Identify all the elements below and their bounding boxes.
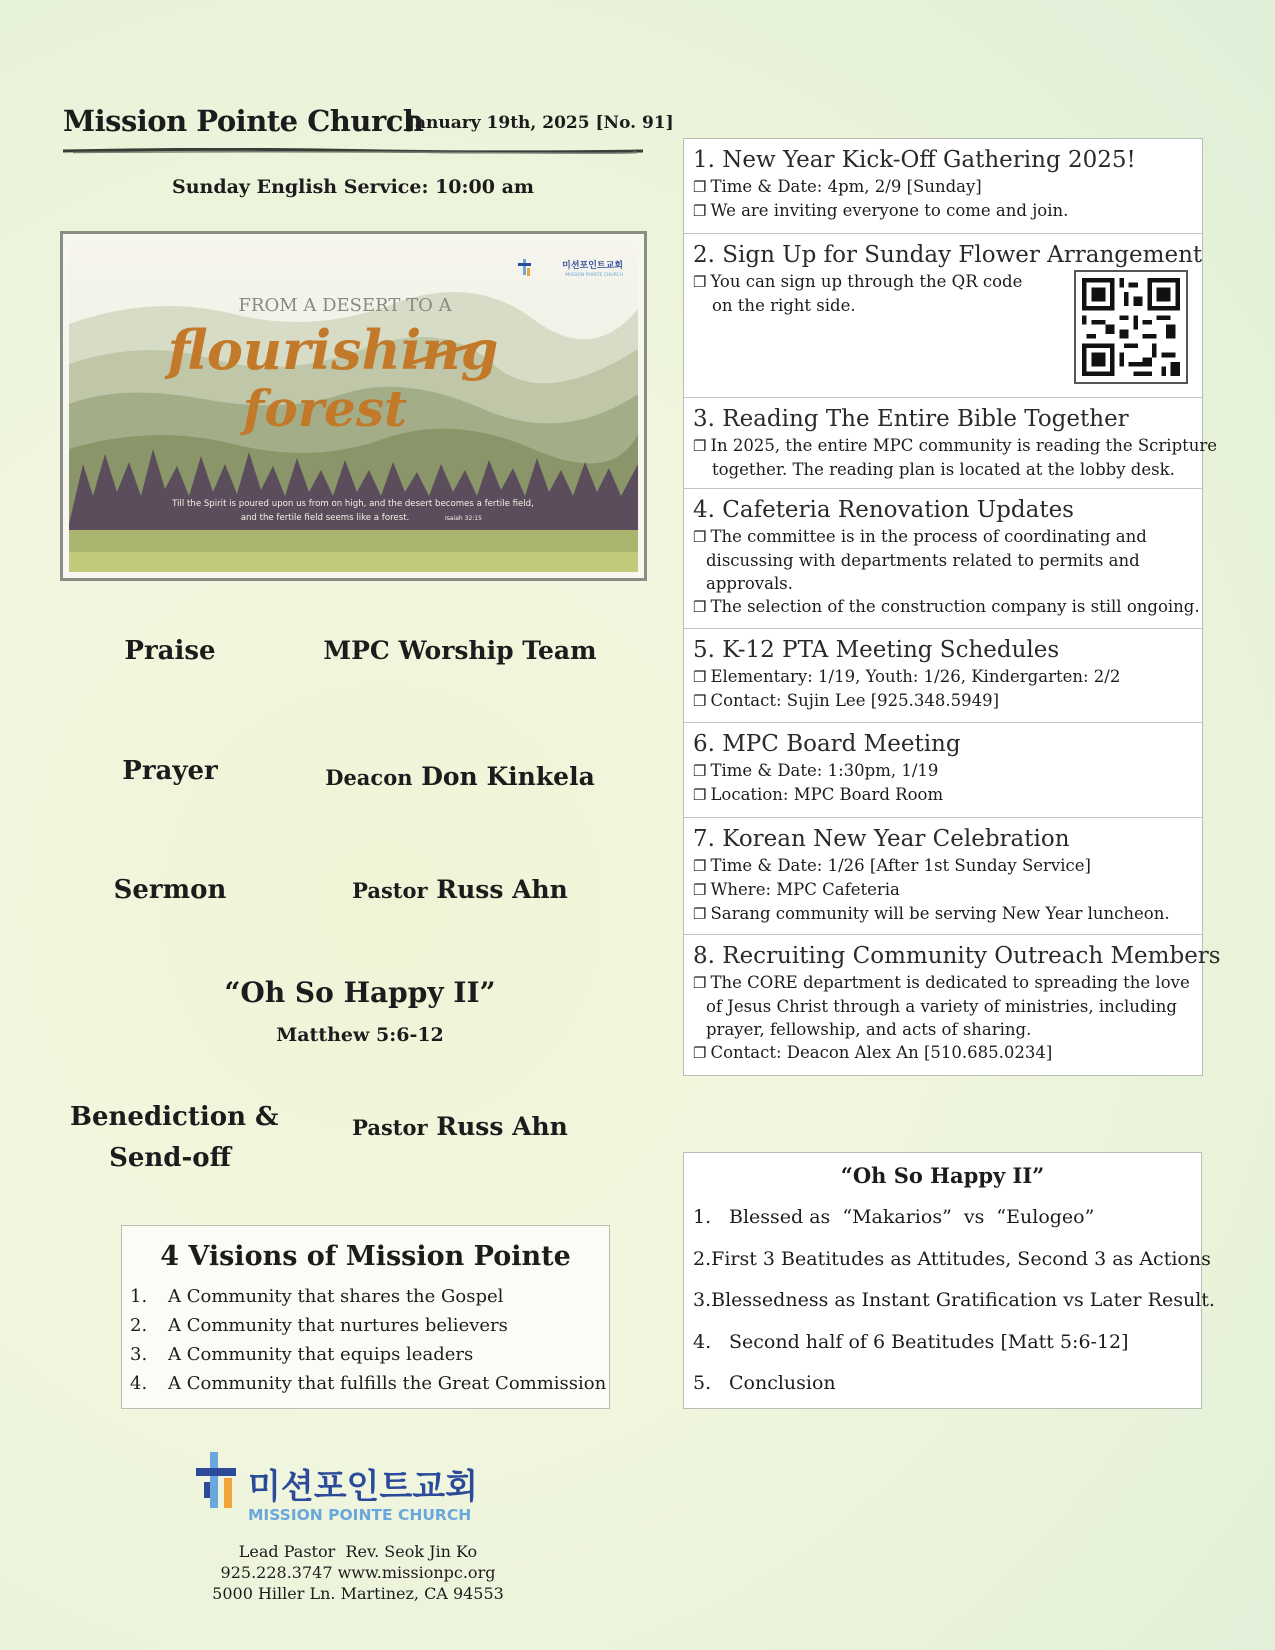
list-item (693, 1372, 1201, 1414)
list-item-text: Second half of 6 Beatitudes [Matt 5:6-12] (729, 1330, 1129, 1353)
announcement-text: prayer, fellowship, and acts of sharing. (706, 1020, 1032, 1039)
checkbox-icon: ❐ (693, 692, 707, 710)
announcement-item (684, 398, 1218, 489)
announcement-text: together. The reading plan is located at the lobby desk. (712, 460, 1175, 479)
checkbox-icon: ❐ (693, 974, 707, 992)
announcement-title: 8. Recruiting Community Outreach Members (693, 943, 1221, 969)
person-prayer-title: Deacon (325, 765, 413, 790)
announcement-line (693, 458, 1192, 481)
announcement-line (693, 759, 1192, 783)
logo-cross-icon (196, 1452, 236, 1508)
announcement-line (693, 971, 1192, 995)
announcement-text: Sarang community will be serving New Year luncheon. (710, 904, 1170, 923)
list-item-text: A Community that shares the Gospel (168, 1286, 504, 1307)
announcement-item (684, 818, 1202, 935)
person-sermon-title: Pastor (352, 878, 428, 903)
announcement-text: Time & Date: 4pm, 2/9 [Sunday] (710, 177, 982, 196)
announcements-box (683, 138, 1221, 1076)
person-sermon-name: Russ Ahn (436, 875, 568, 904)
issue-date: January 19th, 2025 [No. 91] (407, 113, 674, 133)
announcement-item (684, 234, 1202, 398)
checkbox-icon: ❐ (693, 178, 707, 196)
list-item-number: 4. (130, 1373, 148, 1394)
role-sermon: Sermon (113, 875, 227, 905)
person-prayer-name: Don Kinkela (421, 762, 595, 791)
announcement-line (693, 1018, 1192, 1041)
role-benediction-line-1: Benediction & (70, 1102, 279, 1132)
checkbox-icon: ❐ (693, 273, 707, 291)
list-item-text: A Community that nurtures believers (168, 1315, 508, 1336)
announcement-line (693, 902, 1192, 926)
announcement-line (693, 665, 1192, 689)
person-benediction-title: Pastor (352, 1115, 428, 1140)
sermon-scripture: Matthew 5:6-12 (276, 1024, 444, 1046)
announcement-line (693, 854, 1192, 878)
announcement-title: 1. New Year Kick-Off Gathering 2025! (693, 147, 1136, 173)
list-item (130, 1373, 609, 1402)
announcement-line (693, 783, 1192, 807)
announcement-text: The selection of the construction company is still ongoing. (710, 597, 1200, 616)
announcement-text: The committee is in the process of coordinating and (710, 527, 1147, 546)
logo-english-text: MISSION POINTE CHURCH (248, 1506, 472, 1524)
list-item-number: 5. (693, 1372, 712, 1394)
list-item (693, 1331, 1201, 1373)
footer-pastor: Lead Pastor Rev. Seok Jin Ko (238, 1542, 478, 1561)
list-item-text: First 3 Beatitudes as Attitudes, Second 3 as Actions (711, 1247, 1211, 1270)
list-item-text: Blessed as “Makarios” vs “Eulogeo” (729, 1206, 1095, 1228)
announcement-text: Time & Date: 1:30pm, 1/19 (710, 761, 939, 780)
logo-korean-text: 미션포인트교회 (248, 1467, 478, 1507)
announcement-line (693, 525, 1192, 549)
footer-address: 5000 Hiller Ln. Martinez, CA 94553 (212, 1584, 504, 1603)
hero-script-1: flourishing (167, 318, 499, 382)
person-praise: MPC Worship Team (323, 636, 597, 665)
list-item-number: 1. (693, 1206, 712, 1228)
announcement-item (684, 139, 1202, 234)
checkbox-icon: ❐ (693, 202, 707, 220)
announcement-line (693, 878, 1192, 902)
announcement-line (693, 595, 1200, 619)
list-item-text: Blessedness as Instant Gratification vs Later Result. (711, 1289, 1215, 1311)
announcement-text: Elementary: 1/19, Youth: 1/26, Kindergarten: 2/2 (710, 667, 1121, 686)
hero-verse-ref: Isaiah 32:15 (445, 515, 482, 522)
announcement-title: 7. Korean New Year Celebration (693, 826, 1070, 852)
checkbox-icon: ❐ (693, 786, 707, 804)
announcement-item (684, 629, 1202, 723)
hero-verse-line-1: Till the Spirit is poured upon us from on high, and the desert becomes a fertile field, (172, 499, 534, 509)
hero-verse-line-2: and the fertile field seems like a forest. (240, 513, 410, 523)
announcement-text: The CORE department is dedicated to spreading the love (710, 973, 1190, 992)
checkbox-icon: ❐ (693, 1044, 707, 1062)
list-item-number: 3. (130, 1344, 148, 1365)
checkbox-icon: ❐ (693, 598, 707, 616)
announcement-text: on the right side. (712, 296, 856, 315)
role-benediction (70, 1097, 279, 1179)
announcement-text: You can sign up through the QR code (710, 272, 1023, 291)
visions-list (130, 1286, 609, 1402)
announcement-text: We are inviting everyone to come and join. (710, 201, 1069, 220)
list-item (693, 1247, 1211, 1290)
qr-code-icon[interactable] (1074, 270, 1188, 384)
list-item-text: Conclusion (729, 1372, 836, 1394)
announcement-title: 5. K-12 PTA Meeting Schedules (693, 637, 1060, 663)
list-item-text: A Community that fulfills the Great Commission (168, 1373, 607, 1394)
visions-title: 4 Visions of Mission Pointe (160, 1241, 571, 1272)
hero-headline-top: FROM A DESERT TO A (238, 295, 452, 316)
list-item-number: 4. (693, 1330, 712, 1353)
church-logo (196, 1450, 496, 1530)
announcement-text: Contact: Deacon Alex An [510.685.0234] (710, 1043, 1053, 1062)
role-benediction-line-2: Send-off (109, 1143, 231, 1173)
announcement-line (693, 175, 1192, 199)
announcement-line (693, 199, 1192, 223)
list-item-number: 2. (130, 1315, 148, 1336)
person-sermon (300, 875, 620, 904)
list-item (693, 1289, 1215, 1331)
announcement-line (693, 434, 1218, 458)
checkbox-icon: ❐ (693, 437, 707, 455)
person-prayer (300, 762, 620, 791)
announcement-title: 3. Reading The Entire Bible Together (693, 406, 1129, 432)
service-time: Sunday English Service: 10:00 am (171, 176, 535, 198)
announcement-text: Time & Date: 1/26 [After 1st Sunday Service] (710, 856, 1091, 875)
announcement-line (693, 995, 1192, 1018)
checkbox-icon: ❐ (693, 762, 707, 780)
list-item (693, 1206, 1201, 1248)
role-prayer: Prayer (122, 756, 218, 786)
announcement-text: Location: MPC Board Room (710, 785, 944, 804)
announcement-line (693, 549, 1192, 572)
announcement-text: In 2025, the entire MPC community is reading the Scripture (710, 436, 1218, 455)
list-item (130, 1315, 609, 1344)
role-praise: Praise (124, 636, 216, 666)
visions-box (121, 1225, 610, 1409)
announcement-title: 4. Cafeteria Renovation Updates (693, 497, 1074, 523)
outline-title: “Oh So Happy II” (840, 1163, 1045, 1188)
list-item (130, 1344, 609, 1373)
checkbox-icon: ❐ (693, 668, 707, 686)
checkbox-icon: ❐ (693, 905, 707, 923)
sermon-series-banner (60, 231, 647, 581)
list-item-number: 1. (130, 1286, 148, 1307)
person-benediction-name: Russ Ahn (436, 1112, 568, 1141)
announcement-item (684, 935, 1221, 1075)
hero-logo-sub: MISSION POINTE CHURCH (565, 273, 623, 278)
person-benediction (300, 1112, 620, 1141)
announcement-item (684, 489, 1202, 629)
list-item-text: A Community that equips leaders (168, 1344, 474, 1365)
announcement-title: 6. MPC Board Meeting (693, 731, 961, 757)
checkbox-icon: ❐ (693, 881, 707, 899)
brush-divider (63, 148, 643, 154)
hero-logo-text: 미션포인트교회 (562, 261, 623, 271)
announcement-title: 2. Sign Up for Sunday Flower Arrangement (693, 242, 1203, 268)
announcement-line (693, 1041, 1192, 1065)
outline-list (693, 1206, 1215, 1414)
announcement-text: of Jesus Christ through a variety of ministries, including (706, 997, 1177, 1016)
announcement-text: discussing with departments related to permits and (706, 551, 1140, 570)
list-item-number: 2. (693, 1247, 712, 1270)
list-item (130, 1286, 609, 1315)
announcement-text: Where: MPC Cafeteria (710, 880, 900, 899)
sermon-title: “Oh So Happy II” (224, 976, 496, 1009)
checkbox-icon: ❐ (693, 857, 707, 875)
announcement-line (693, 572, 1192, 595)
church-name: Mission Pointe Church (63, 104, 424, 138)
checkbox-icon: ❐ (693, 528, 707, 546)
sermon-outline-box (683, 1152, 1215, 1409)
announcement-line (693, 689, 1192, 713)
hero-script-2: forest (242, 379, 408, 438)
list-item-number: 3. (693, 1289, 712, 1311)
announcement-item (684, 723, 1202, 818)
announcement-text: Contact: Sujin Lee [925.348.5949] (710, 691, 1000, 710)
announcement-text: approvals. (706, 574, 793, 593)
footer-phone-web: 925.228.3747 www.missionpc.org (220, 1563, 496, 1582)
footer-contact (200, 1541, 516, 1604)
